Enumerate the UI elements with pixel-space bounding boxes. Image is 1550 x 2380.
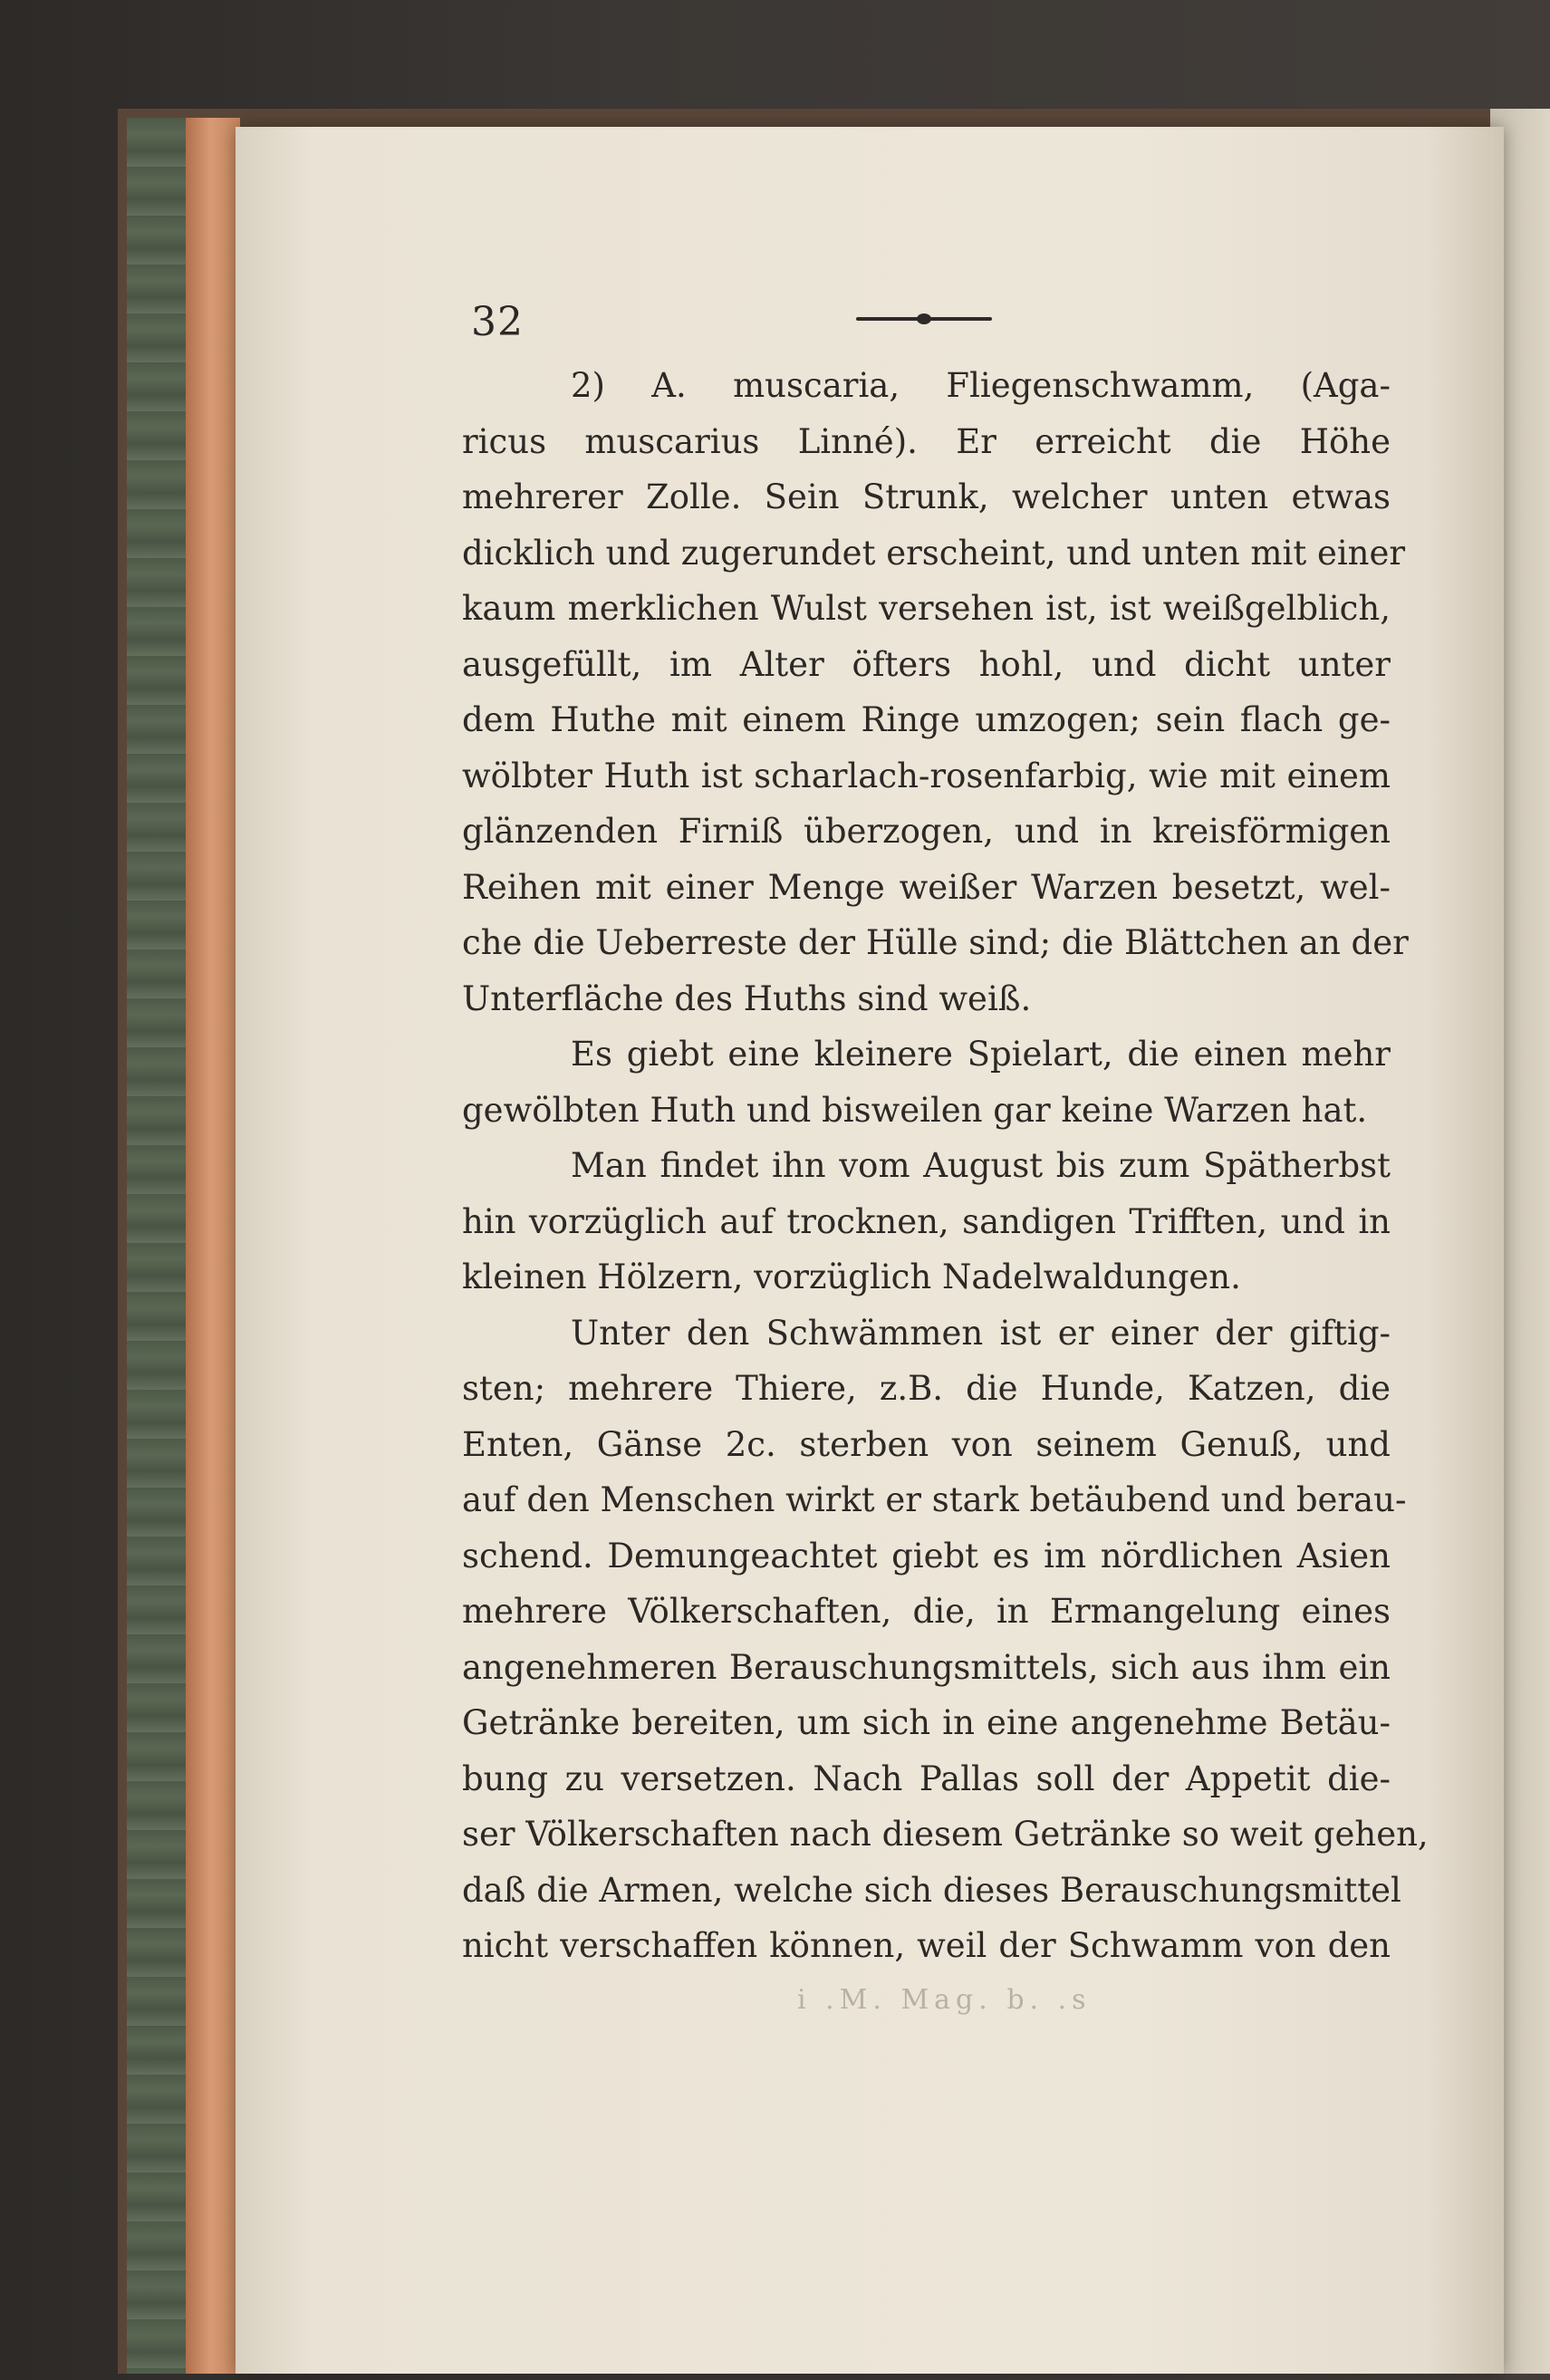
text-line: mehrerer Zolle. Sein Strunk, welcher unten etwas	[462, 477, 1391, 516]
text-line: ricus muscarius Linné). Er erreicht die Höhe	[462, 421, 1391, 461]
text-line: mehrere Völkerschaften, die, in Ermangelung eines	[462, 1592, 1391, 1631]
text-line: Unter den Schwämmen ist er einer der giftig-	[571, 1313, 1391, 1353]
text-line: auf den Menschen wirkt er stark betäubend und berau-	[462, 1480, 1407, 1519]
text-line: wölbter Huth ist scharlach-rosenfarbig, wie mit einem	[462, 756, 1391, 795]
text-line: gewölbten Huth und bisweilen gar keine Warzen hat.	[462, 1090, 1368, 1130]
text-line: nicht verschaffen können, weil der Schwamm von den	[462, 1926, 1391, 1965]
text-line: Man findet ihn vom August bis zum Spätherbst	[571, 1146, 1391, 1185]
text-line: schend. Demungeachtet giebt es im nördlichen Asien	[462, 1536, 1391, 1575]
text-line: bung zu versetzen. Nach Pallas soll der Appetit die-	[462, 1759, 1391, 1798]
text-line: Unterfläche des Huths sind weiß.	[462, 978, 1032, 1018]
text-line: glänzenden Firniß überzogen, und in kreisförmigen	[462, 812, 1391, 851]
show-through-text: i .M. Mag. b. .s	[797, 1984, 1092, 2016]
text-line: ausgefüllt, im Alter öfters hohl, und dicht unter	[462, 644, 1391, 684]
text-line: dicklich und zugerundet erscheint, und unten mit einer	[462, 533, 1406, 573]
text-line: dem Huthe mit einem Ringe umzogen; sein flach ge-	[462, 700, 1391, 739]
text-line: kaum merklichen Wulst versehen ist, ist weißgelblich,	[462, 589, 1391, 628]
text-line: sten; mehrere Thiere, z.B. die Hunde, Katzen, die	[462, 1369, 1391, 1408]
text-line: Getränke bereiten, um sich in eine angenehme Betäu-	[462, 1703, 1391, 1742]
text-line: angenehmeren Berauschungsmittels, sich aus ihm ein	[462, 1647, 1391, 1687]
text-line: 2) A. muscaria, Fliegenschwamm, (Aga-	[571, 366, 1391, 405]
page-number: 32	[471, 299, 524, 345]
text-line: daß die Armen, welche sich dieses Berauschungsmittel	[462, 1870, 1401, 1910]
text-line: kleinen Hölzern, vorzüglich Nadelwaldungen.	[462, 1257, 1241, 1296]
page-edge	[186, 118, 240, 2374]
text-line: hin vorzüglich auf trocknen, sandigen Trifften, und in	[462, 1201, 1391, 1241]
text-line: che die Ueberreste der Hülle sind; die Blättchen an der	[462, 923, 1409, 962]
body-text	[462, 358, 1429, 1974]
text-line: Enten, Gänse 2c. sterben von seinem Genuß, und	[462, 1424, 1391, 1464]
text-line: Reihen mit einer Menge weißer Warzen besetzt, wel-	[462, 867, 1391, 907]
ornament-dot	[917, 313, 931, 324]
text-line: ser Völkerschaften nach diesem Getränke so weit gehen,	[462, 1815, 1429, 1854]
header-ornament	[856, 315, 992, 323]
text-line: Es giebt eine kleinere Spielart, die einen mehr	[571, 1035, 1391, 1074]
